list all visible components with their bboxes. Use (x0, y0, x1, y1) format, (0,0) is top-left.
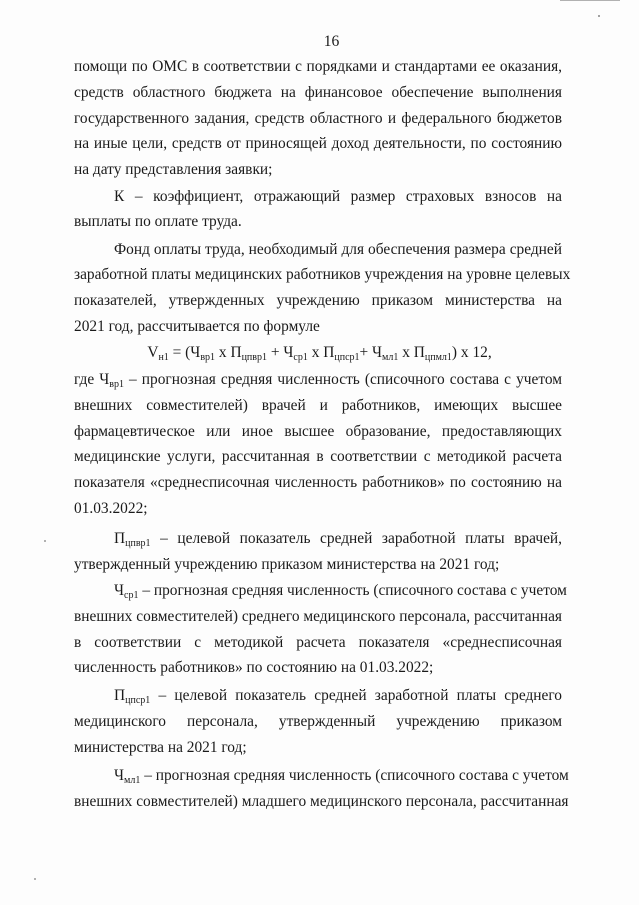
formula-part: + Ч (267, 344, 294, 361)
symbol: где Ч (74, 371, 110, 388)
text-line: численность работников» по состоянию на 01.03.2022; (74, 659, 434, 676)
text-line: показателей, утвержденных учреждению приказом министерства на (74, 292, 562, 309)
scan-mark (598, 15, 600, 17)
page-number: 16 (323, 33, 340, 50)
line-text: – прогнозная средняя численность (списочного состава с учетом (138, 582, 567, 599)
symbol: П (114, 530, 126, 547)
text-line: внешних совместителей) врачей и работников, имеющих высшее (74, 397, 562, 414)
formula (0, 344, 639, 362)
formula-subscript: ср1 (293, 352, 308, 363)
text-line: в соответствии с методикой расчета показателя «среднесписочная (74, 634, 562, 651)
text-line: помощи по ОМС в соответствии с порядками и стандартами ее оказания, (74, 58, 562, 75)
text-line: на дату представления заявки; (74, 161, 273, 178)
formula-lhs-subscript: н1 (158, 352, 169, 363)
formula-subscript: мл1 (382, 352, 399, 363)
formula-subscript: цпмл1 (424, 352, 452, 363)
text-line (114, 687, 562, 705)
line-text: – целевой показатель средней заработной платы среднего (150, 687, 562, 704)
text-line (114, 530, 562, 548)
formula-part: x П (215, 344, 242, 361)
symbol: Ч (114, 767, 125, 784)
text-line (114, 582, 567, 601)
formula-part: x П (307, 344, 335, 361)
text-line: 01.03.2022; (74, 500, 148, 517)
line-text: – прогнозная средняя численность (списочного состава с учетом (124, 371, 562, 388)
text-line: утвержденный учреждению приказом министерства на 2021 год; (74, 556, 500, 573)
formula-part: + Ч (359, 344, 383, 361)
scan-mark (34, 878, 36, 880)
text-line: медицинского персонала, утвержденный учреждению приказом (74, 713, 562, 730)
symbol-subscript: вр1 (109, 379, 124, 390)
text-line (74, 371, 562, 389)
formula-subscript: цпср1 (334, 352, 360, 363)
text-line: Фонд оплаты труда, необходимый для обеспечения размера средней (114, 241, 562, 258)
symbol: Ч (114, 582, 125, 599)
formula-part: x П (398, 344, 425, 361)
text-line: государственного задания, средств областного и федерального бюджетов (74, 110, 562, 127)
symbol: П (114, 687, 126, 704)
text-line: фармацевтическое или иное высшее образование, предоставляющих (74, 423, 562, 440)
text-line: на иные цели, средств от приносящей доход деятельности, по состоянию (74, 135, 562, 152)
symbol-subscript: мл1 (124, 775, 141, 786)
line-text: – прогнозная средняя численность (списочного состава с учетом (140, 767, 569, 784)
text-line (114, 767, 569, 786)
scan-mark (560, 0, 620, 1)
text-line: внешних совместителей) младшего медицинского персонала, рассчитанная (74, 793, 569, 810)
line-text: – целевой показатель средней заработной платы врачей, (150, 530, 562, 547)
formula-subscript: вр1 (200, 352, 216, 363)
text-line: внешних совместителей) среднего медицинского персонала, рассчитанная (74, 608, 562, 625)
text-line: заработной платы медицинских работников учреждения на уровне целевых (74, 266, 571, 283)
formula-part: = (Ч (168, 344, 201, 361)
text-line: средств областного бюджета на финансовое обеспечение выполнения (74, 84, 562, 101)
formula-part: ) x 12, (451, 344, 492, 361)
text-line: медицинские услуги, рассчитанная в соответствии с методикой расчета (74, 448, 562, 465)
symbol-subscript: цпвр1 (125, 538, 151, 549)
text-line: выплаты по оплате труда. (74, 213, 242, 230)
formula-lhs: V (147, 344, 159, 361)
symbol-subscript: цпср1 (125, 695, 151, 706)
text-line: 2021 год, рассчитывается по формуле (74, 318, 320, 335)
text-line: К – коэффициент, отражающий размер страховых взносов на (114, 188, 562, 205)
symbol-subscript: ср1 (124, 590, 139, 601)
scan-mark (44, 540, 46, 542)
formula-subscript: цпвр1 (241, 352, 267, 363)
text-line: показателя «среднесписочная численность работников» по состоянию на (74, 474, 562, 491)
text-line: министерства на 2021 год; (74, 739, 247, 756)
